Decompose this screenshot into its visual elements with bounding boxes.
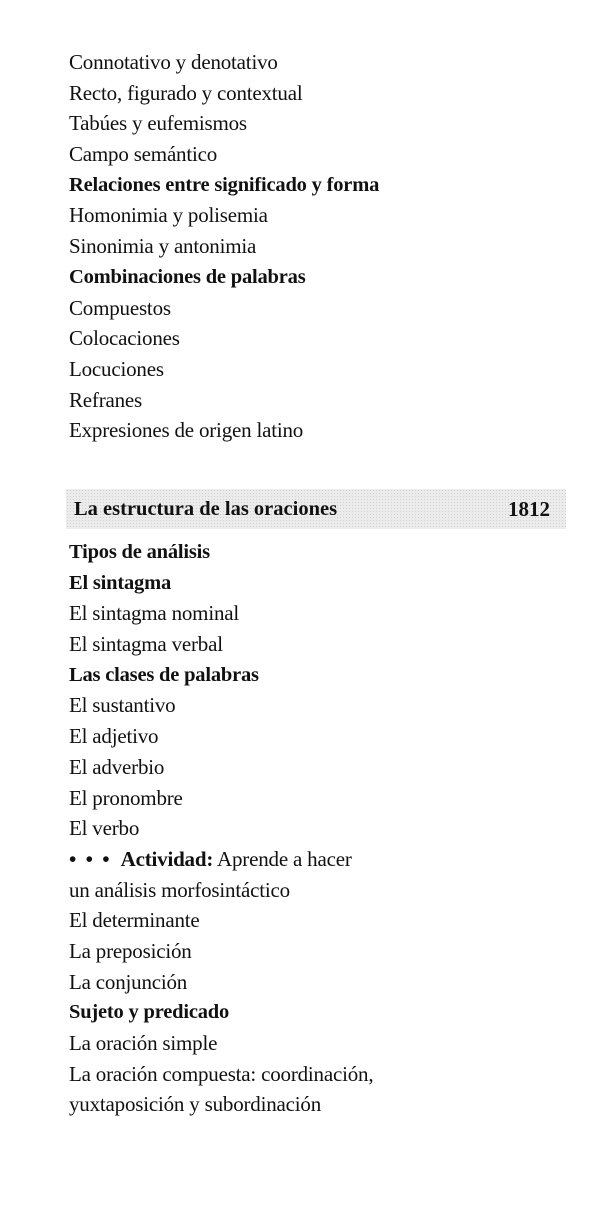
toc-heading	[69, 262, 379, 293]
toc-entry-text: Tipos de análisis	[69, 541, 210, 563]
toc-entry	[69, 721, 373, 752]
toc-entry	[69, 323, 379, 354]
toc-entry	[69, 752, 373, 783]
toc-entry-text: Campo semántico	[69, 142, 218, 167]
toc-heading	[69, 537, 373, 568]
toc-entry	[69, 293, 379, 324]
toc-entry	[69, 231, 379, 262]
toc-entry-text: El pronombre	[69, 785, 183, 810]
toc-entry	[69, 690, 373, 721]
section-header	[66, 489, 566, 529]
toc-entry	[69, 967, 373, 998]
toc-entry-text: Refranes	[69, 387, 143, 412]
toc-entry-text: Tabúes y eufemismos	[69, 111, 247, 136]
toc-entry	[69, 1089, 373, 1120]
toc-entry	[69, 108, 379, 139]
toc-heading	[69, 568, 373, 599]
toc-entry-text: un análisis morfosintáctico	[69, 877, 290, 902]
toc-entry-text: El adverbio	[69, 754, 165, 779]
toc-entry-text: El determinante	[69, 908, 200, 933]
bullet-icon: • • •	[69, 846, 112, 871]
toc-entry	[69, 78, 379, 109]
toc-entry-text: El sintagma verbal	[69, 632, 223, 657]
toc-entry-text: El sintagma	[69, 571, 172, 594]
toc-list-top	[69, 47, 379, 446]
toc-entry	[69, 385, 379, 416]
toc-entry-text: Las clases de palabras	[69, 663, 259, 686]
toc-entry	[69, 47, 379, 78]
toc-entry-text: Expresiones de origen latino	[69, 418, 304, 443]
toc-entry	[69, 598, 373, 629]
toc-entry	[69, 629, 373, 660]
toc-entry-text: La oración compuesta: coordinación,	[69, 1061, 374, 1086]
toc-heading	[69, 660, 373, 691]
toc-entry	[69, 783, 373, 814]
toc-entry	[69, 415, 379, 446]
toc-entry-text: Aprende a hacer	[217, 846, 352, 871]
toc-entry	[69, 844, 373, 875]
toc-entry	[69, 813, 373, 844]
toc-heading	[69, 170, 379, 201]
toc-entry	[69, 200, 379, 231]
toc-entry	[69, 1028, 373, 1059]
toc-heading	[69, 997, 373, 1028]
toc-entry	[69, 354, 379, 385]
toc-entry-text: Homonimia y polisemia	[69, 203, 268, 228]
toc-entry-text: El adjetivo	[69, 724, 159, 749]
section-page-number: 1812	[508, 497, 550, 521]
toc-entry-text: Connotativo y denotativo	[69, 50, 278, 74]
toc-entry-text: Locuciones	[69, 356, 164, 381]
toc-entry-text: El sintagma nominal	[69, 601, 240, 626]
toc-entry-text: Colocaciones	[69, 326, 180, 351]
toc-entry	[69, 905, 373, 936]
toc-entry-text: El sustantivo	[69, 693, 176, 718]
toc-entry-text: La conjunción	[69, 969, 188, 994]
toc-list-bottom	[69, 537, 373, 1120]
toc-entry-text: El verbo	[69, 816, 140, 841]
toc-entry-text: La preposición	[69, 938, 192, 963]
toc-entry	[69, 1059, 373, 1090]
toc-entry-text: Sujeto y predicado	[69, 1001, 230, 1024]
toc-entry	[69, 875, 373, 906]
toc-entry-text: Compuestos	[69, 295, 171, 320]
toc-entry-text: Sinonimia y antonimia	[69, 234, 257, 259]
activity-label: Actividad:	[120, 846, 214, 871]
toc-entry-text: Recto, figurado y contextual	[69, 80, 303, 105]
section-title: La estructura de las oraciones	[74, 498, 338, 520]
toc-entry-text: yuxtaposición y subordinación	[69, 1092, 321, 1117]
toc-entry-text: Combinaciones de palabras	[69, 265, 306, 288]
toc-entry	[69, 936, 373, 967]
toc-entry-text: Relaciones entre significado y forma	[69, 173, 380, 196]
toc-entry	[69, 139, 379, 170]
toc-entry-text: La oración simple	[69, 1031, 218, 1055]
